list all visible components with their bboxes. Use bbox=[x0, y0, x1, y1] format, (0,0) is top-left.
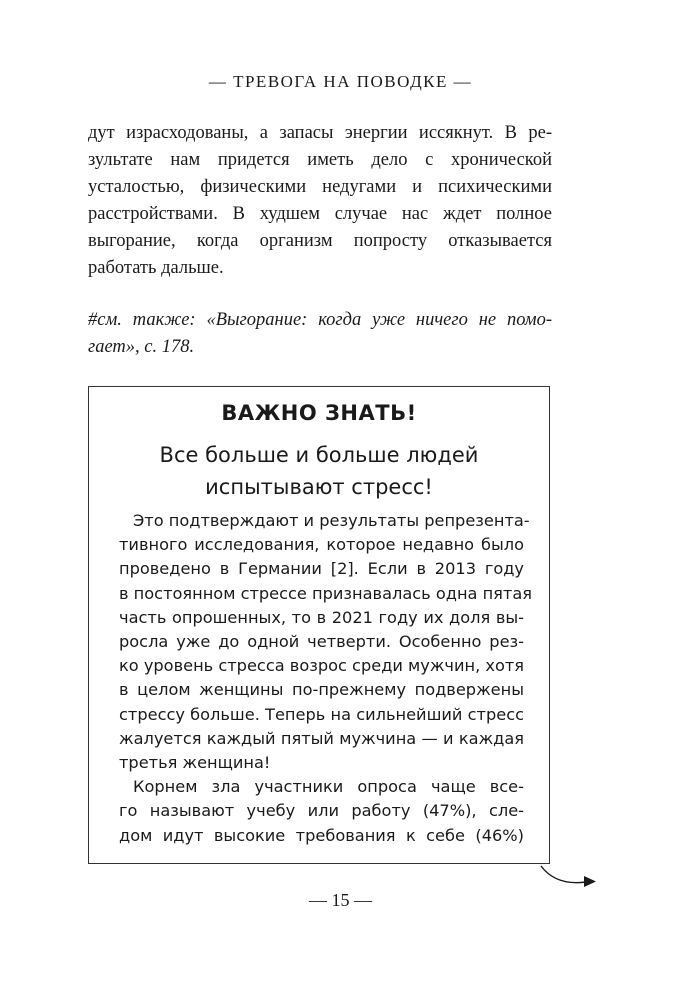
body-line: дут израсходованы, а запасы энергии иссякнут. В ре- bbox=[88, 123, 552, 143]
box-body-line: третья женщина! bbox=[119, 753, 271, 773]
box-body-text bbox=[119, 509, 532, 848]
box-body-line: в целом женщины по-прежнему подвержены bbox=[119, 680, 524, 700]
box-body-line: ко уровень стресса возрос среди мужчин, хотя bbox=[119, 656, 525, 676]
box-body-line: проведено в Германии [2]. Если в 2013 году bbox=[119, 559, 524, 579]
box-body-line: часть опрошенных, то в 2021 году их доля вы- bbox=[119, 607, 524, 627]
body-line: усталостью, физическими недугами и психическими bbox=[88, 177, 552, 197]
box-body-line: Это подтверждают и результаты репрезента- bbox=[133, 511, 530, 530]
box-body-line: жалуется каждый пятый мужчина — и каждая bbox=[119, 728, 524, 748]
box-heading: ВАЖНО ЗНАТЬ! bbox=[221, 401, 417, 425]
box-body-line: го называют учебу или работу (47%), сле- bbox=[119, 801, 524, 821]
body-paragraph bbox=[88, 120, 552, 282]
body-line: расстройствами. В худшем случае нас ждет полное bbox=[88, 204, 552, 224]
page-number: — 15 — bbox=[309, 890, 372, 910]
curved-arrow-right-icon bbox=[538, 862, 600, 892]
box-body-line: в постоянном стрессе признавалась одна пятая bbox=[119, 583, 532, 603]
box-body-line: росла уже до одной четверти. Особенно рез- bbox=[119, 632, 524, 652]
important-info-box bbox=[88, 386, 550, 864]
box-body-line: стрессу больше. Теперь на сильнейший стресс bbox=[119, 704, 524, 724]
box-body-line: Корнем зла участники опроса чаще все- bbox=[133, 777, 524, 797]
box-body-line: тивного исследования, которое недавно было bbox=[119, 535, 524, 555]
body-line: работать дальше. bbox=[88, 258, 224, 278]
box-subheading-line: Все больше и больше людей bbox=[159, 443, 479, 467]
box-subheading bbox=[89, 439, 549, 503]
box-subheading-line: испытывают стресс! bbox=[205, 475, 433, 499]
see-also-line: гает», с. 178. bbox=[88, 337, 195, 357]
see-also-line: #см. также: «Выгорание: когда уже ничего не помо- bbox=[88, 310, 552, 330]
box-body-line: дом идут высокие требования к себе (46%) bbox=[119, 825, 524, 845]
running-head: — ТРЕВОГА НА ПОВОДКЕ — bbox=[208, 72, 473, 91]
see-also-reference bbox=[88, 307, 552, 361]
body-line: зультате нам придется иметь дело с хронической bbox=[88, 150, 552, 170]
body-line: выгорание, когда организм попросту отказывается bbox=[88, 231, 552, 251]
